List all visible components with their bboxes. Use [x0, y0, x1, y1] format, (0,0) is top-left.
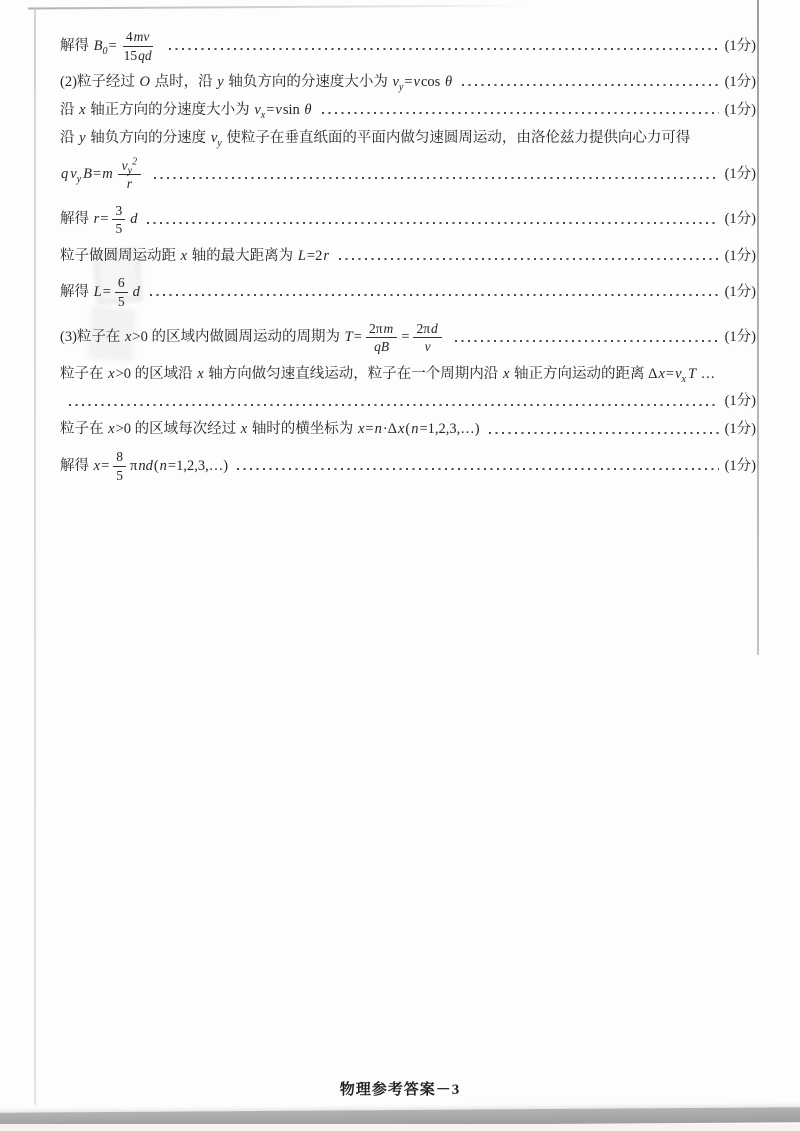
text-run: 5: [115, 221, 123, 237]
fraction-denominator: [112, 220, 125, 237]
math-var: L: [297, 247, 306, 264]
math-var: v: [275, 101, 282, 118]
math-var: v: [424, 339, 431, 355]
math-var: r: [126, 176, 133, 192]
fraction: [118, 158, 141, 192]
fraction: [113, 449, 126, 483]
answer-line: [60, 157, 756, 193]
scan-edge-right: [757, 0, 759, 655]
text-run: 轴正方向的分速度大小为: [86, 101, 254, 118]
math-var: n: [411, 421, 419, 438]
text-run: 2π: [368, 320, 383, 336]
math-var: $v_x$: [675, 365, 686, 385]
dot-leader: [322, 112, 719, 114]
dot-leader: [69, 404, 719, 406]
fraction-numerator: [112, 203, 125, 221]
math-var: x: [180, 247, 188, 264]
math-var: $v_y$: [70, 166, 82, 186]
dot-leader: [339, 258, 719, 260]
fraction: [121, 29, 156, 63]
score-mark: (1分): [724, 457, 756, 474]
fraction-numerator: [413, 321, 441, 339]
text-run: (2)粒子经过: [60, 74, 139, 91]
math-var: nd: [138, 457, 153, 474]
math-var: x: [397, 421, 405, 438]
text-run: =: [93, 166, 102, 183]
dot-leader: [489, 432, 719, 434]
math-var: n: [374, 421, 382, 438]
text-run: 8: [116, 449, 123, 465]
score-mark: (1分): [724, 393, 756, 410]
score-mark: (1分): [724, 284, 756, 301]
text-run: 5: [117, 293, 125, 309]
math-var: r: [93, 211, 100, 228]
math-subscript: 0: [102, 45, 108, 57]
score-mark: (1分): [724, 37, 756, 54]
text-run: =: [100, 211, 109, 228]
text-run: 轴正方向运动的距离 Δ: [510, 365, 658, 382]
math-var: x: [79, 101, 86, 118]
dot-leader: [455, 340, 719, 342]
scan-margin-bottom: [0, 1124, 800, 1131]
answer-line: [60, 101, 756, 120]
dot-leader: [154, 177, 718, 179]
text-run: 粒子在: [60, 365, 108, 382]
math-var: m: [383, 320, 394, 336]
text-run: 5: [116, 467, 123, 483]
math-subscript: y: [398, 81, 404, 93]
fraction: [115, 275, 128, 309]
math-var: q: [61, 166, 69, 183]
fraction-denominator: [421, 338, 435, 355]
text-run: =2: [306, 247, 323, 264]
math-subscript: y: [217, 137, 222, 149]
text-run: (: [405, 421, 411, 438]
dot-leader: [462, 84, 719, 86]
text-run: =1,2,3,…): [167, 457, 229, 474]
math-var: d: [130, 211, 138, 228]
math-var: x: [240, 421, 248, 438]
text-run: =: [101, 457, 110, 474]
text-run: 沿: [60, 101, 79, 118]
math-var: x: [197, 365, 204, 382]
text-run: =: [365, 421, 374, 438]
fraction: [366, 321, 397, 355]
math-subscript: y: [127, 165, 133, 177]
text-run: =: [353, 329, 362, 346]
math-var: v: [413, 74, 420, 91]
fraction-denominator: [113, 467, 126, 484]
text-run: 6: [117, 275, 125, 291]
text-run: cos: [420, 74, 444, 91]
text-run: 轴方向做匀速直线运动，粒子在一个周期内沿: [204, 365, 502, 382]
answer-line: [60, 274, 756, 310]
text-run: 沿: [60, 129, 79, 146]
fraction-numerator: [115, 275, 128, 293]
answer-line: [60, 320, 756, 356]
score-mark: (1分): [724, 211, 756, 228]
answer-line: [60, 392, 756, 411]
math-var: mv: [133, 29, 150, 44]
text-run: 粒子做圆周运动距: [60, 247, 180, 264]
text-run: 使粒子在垂直纸面的平面内做匀速圆周运动，由洛伦兹力提供向心力可得: [222, 129, 691, 146]
text-run: 轴时的横坐标为: [248, 421, 357, 438]
math-var: $v_y^2$: [121, 156, 138, 177]
text-run: =: [665, 365, 675, 382]
math-var: T: [687, 365, 697, 382]
dot-leader: [150, 294, 719, 296]
math-var: B: [83, 166, 92, 183]
fraction-numerator: [113, 449, 126, 467]
math-var: x: [502, 365, 510, 382]
text-run: (3)粒子在: [60, 329, 125, 346]
text-run: (: [153, 457, 159, 474]
text-run: 轴负方向的分速度: [86, 129, 210, 146]
text-run: =: [404, 74, 413, 91]
math-var: qd: [138, 47, 152, 63]
fraction: [112, 203, 125, 237]
fraction-denominator: [370, 338, 393, 355]
score-mark: (1分): [724, 166, 756, 183]
text-run: ·Δ: [382, 421, 397, 438]
text-run: 粒子在: [60, 421, 108, 438]
text-run: =: [108, 37, 117, 54]
math-superscript: 2: [132, 156, 138, 168]
answer-line: [60, 28, 756, 64]
fraction-denominator: [115, 293, 128, 310]
text-run: >0 的区域内做圆周运动的周期为: [132, 329, 344, 346]
math-var: x: [125, 329, 132, 346]
score-mark: (1分): [724, 247, 756, 264]
answer-line: [60, 202, 756, 238]
math-subscript: x: [260, 109, 266, 121]
math-var: θ: [444, 74, 453, 91]
math-var: d: [132, 284, 140, 301]
fraction-numerator: [366, 321, 397, 339]
page-footer: 物理参考答案－3: [339, 1082, 461, 1098]
answer-lines: [60, 28, 756, 493]
answer-line: [60, 448, 756, 484]
math-var: $v_x$: [254, 101, 266, 121]
math-var: $v_y$: [210, 129, 222, 149]
math-var: $B_0$: [93, 37, 108, 57]
score-mark: (1分): [724, 329, 756, 346]
text-run: 4: [125, 29, 133, 44]
fraction-numerator: [118, 158, 141, 176]
math-var: y: [79, 129, 86, 146]
answer-line: [60, 247, 756, 266]
answer-line: [60, 365, 756, 384]
math-var: x: [93, 457, 101, 474]
dot-leader: [169, 48, 719, 50]
math-var: x: [357, 421, 365, 438]
text-run: =: [266, 101, 275, 118]
math-var: θ: [304, 101, 312, 118]
fraction-denominator: [123, 175, 136, 192]
score-mark: (1分): [724, 74, 756, 91]
text-run: 解得: [60, 457, 93, 474]
text-run: =1,2,3,…): [419, 421, 480, 438]
text-run: =: [401, 329, 410, 346]
text-run: 轴负方向的分速度大小为: [224, 74, 392, 91]
math-var: x: [658, 365, 665, 382]
math-var: m: [102, 166, 113, 183]
math-var: n: [159, 457, 167, 474]
dot-leader: [147, 222, 718, 224]
math-var: $v_y$: [392, 74, 404, 93]
text-run: 解得: [60, 284, 93, 301]
text-run: >0 的区域沿: [115, 365, 197, 382]
answer-line: [60, 129, 756, 148]
math-var: d: [431, 320, 438, 336]
math-var: qB: [374, 339, 390, 355]
fraction-denominator: [121, 47, 156, 64]
math-var: T: [344, 329, 353, 346]
fraction: [413, 321, 441, 355]
score-mark: (1分): [724, 101, 756, 118]
scan-edge-left: [34, 8, 36, 1105]
text-run: …: [697, 365, 716, 382]
text-run: 3: [115, 202, 123, 218]
math-subscript: x: [681, 373, 686, 385]
math-var: O: [139, 74, 151, 91]
math-var: r: [323, 247, 329, 264]
text-run: π: [130, 457, 138, 474]
text-run: 解得: [60, 37, 93, 54]
math-subscript: y: [76, 174, 82, 186]
text-run: 2π: [416, 320, 431, 336]
text-run: 解得: [60, 211, 93, 228]
text-run: sin: [282, 101, 304, 118]
text-run: =: [102, 284, 111, 301]
dot-leader: [237, 468, 719, 470]
math-var: x: [108, 421, 115, 438]
score-mark: (1分): [724, 421, 756, 438]
answer-line: [60, 73, 756, 92]
text-run: 15: [123, 47, 138, 63]
answer-line: [60, 420, 756, 439]
fraction-numerator: [123, 29, 154, 47]
text-run: 轴的最大距离为: [188, 247, 297, 264]
text-run: >0 的区域每次经过: [115, 421, 240, 438]
text-run: 点时，沿: [151, 74, 217, 91]
math-var: x: [108, 365, 115, 382]
scan-edge-top: [28, 4, 528, 9]
math-var: y: [217, 74, 224, 91]
math-var: L: [93, 284, 102, 301]
